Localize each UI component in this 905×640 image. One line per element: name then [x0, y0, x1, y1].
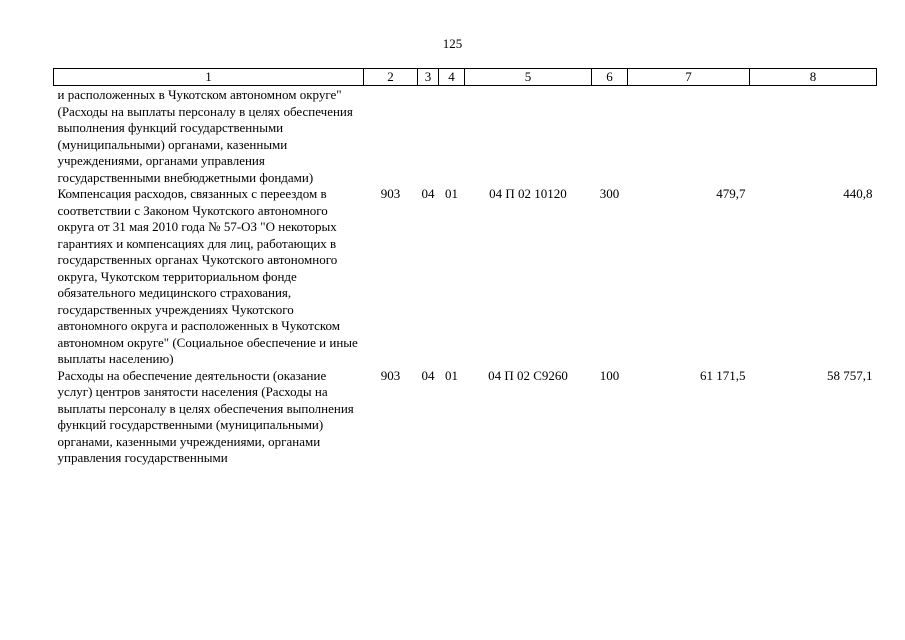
header-col-7: 7: [628, 69, 750, 86]
header-col-1: 1: [54, 69, 364, 86]
row-expense-type: [592, 86, 628, 187]
row-amount-col7: [628, 86, 750, 187]
row-amount-col7: 479,7: [716, 186, 746, 201]
header-col-6: 6: [592, 69, 628, 86]
header-col-2: 2: [364, 69, 418, 86]
budget-table: [53, 68, 877, 467]
row-target-article: [465, 86, 592, 187]
row-ministry-code: 903: [380, 367, 401, 383]
row-subsection: 01: [445, 367, 458, 383]
row-amount-col8: [750, 86, 877, 187]
row-expense-type: 300: [599, 186, 620, 201]
row-subsection: [439, 86, 465, 187]
page-number: 125: [442, 36, 463, 51]
table-row: [54, 368, 877, 467]
row-section: 04: [421, 186, 435, 201]
row-description: Компенсация расходов, связанных с переездом в соответствии с Законом Чукотского автономного округа от 31 мая 2010 года № 57-ОЗ "О некоторых гарантиях и компенсациях для лиц, работающих в государственных органах Чукотского автономного округа, Чукотском территориальном фонде обязательного медицинского страхования, государственных учреждениях Чукотского автономного округа и расположенных в Чукотском автономном округе" (Социальное обеспечение и иные выплаты населению): [57, 186, 358, 366]
header-row: [54, 69, 877, 86]
row-subsection: 01: [445, 186, 458, 201]
row-section: 04: [421, 367, 435, 383]
row-target-article: 04 П 02 10120: [489, 186, 567, 201]
row-expense-type: 100: [599, 367, 620, 383]
row-ministry-code: 903: [380, 186, 401, 201]
table-row: [54, 86, 877, 187]
header-col-8: 8: [750, 69, 877, 86]
row-target-article: 04 П 02 С9260: [488, 367, 568, 383]
header-col-5: 5: [465, 69, 592, 86]
table-row: [54, 186, 877, 368]
row-amount-col8: 58 757,1: [827, 367, 873, 383]
row-section: [418, 86, 439, 187]
row-description: Расходы на обеспечение деятельности (оказание услуг) центров занятости населения (Расходы на выплаты персоналу в целях обеспечения выполнения функций государственными (муниципальными) органами, казенными учреждениями, органами управления государственными: [57, 367, 354, 465]
row-amount-col7: 61 171,5: [700, 367, 746, 383]
row-description: и расположенных в Чукотском автономном округе" (Расходы на выплаты персоналу в целях обеспечения выполнения функций государственными (муниципальными) органами, казенными учреждениями, органами управления государственными внебюджетными фондами): [57, 87, 353, 185]
row-amount-col8: 440,8: [843, 186, 873, 201]
header-col-4: 4: [439, 69, 465, 86]
row-ministry-code: [364, 86, 418, 187]
header-col-3: 3: [418, 69, 439, 86]
